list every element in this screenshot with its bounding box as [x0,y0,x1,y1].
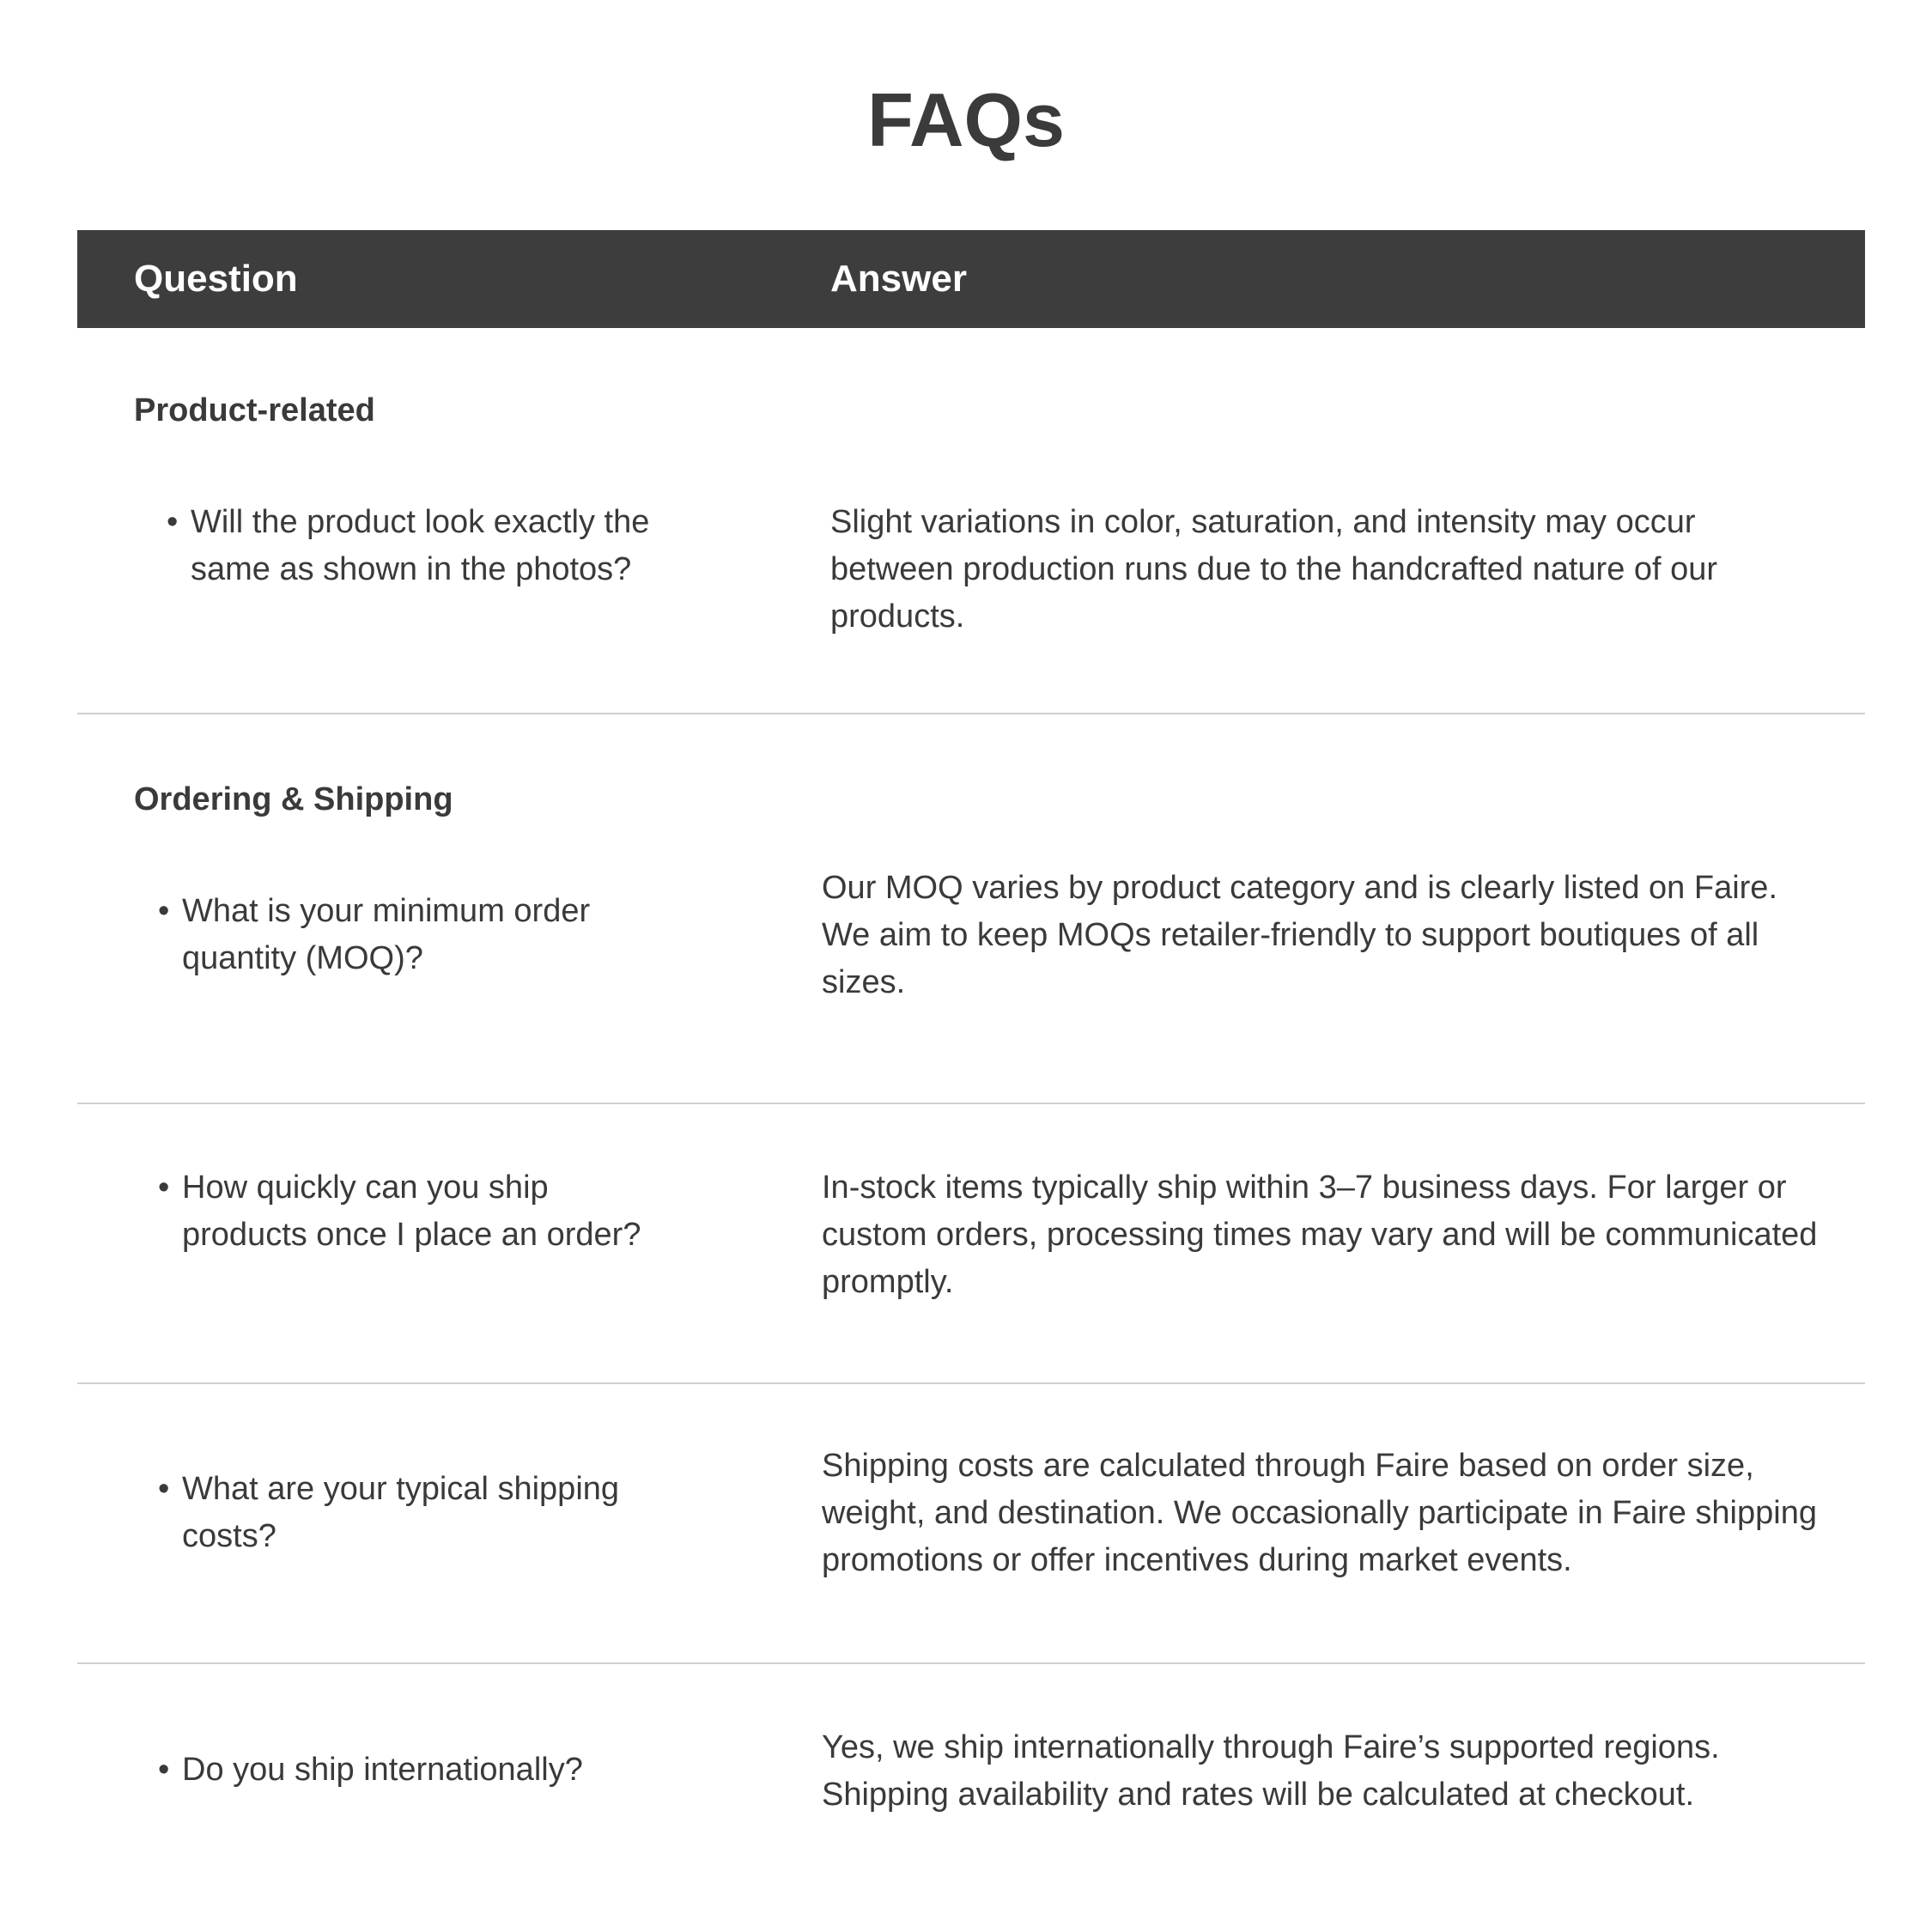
faq-question [158,888,663,982]
faq-answer: Our MOQ varies by product category and is clearly listed on Faire. We aim to keep MOQs retailer-friendly to support boutiques of all sizes. [822,870,1778,1000]
question-text: Do you ship internationally? [182,1752,583,1788]
question-text: How quickly can you ship products once I place an order? [182,1170,641,1253]
question-text: What is your minimum order quantity (MOQ)? [182,893,591,976]
faq-answer: Yes, we ship internationally through Faire’s supported regions. Shipping availability and rates will be calculated at checkout. [822,1729,1720,1813]
table-header [77,230,1865,328]
faq-row [77,1384,1865,1664]
faq-answer: Shipping costs are calculated through Faire based on order size, weight, and destination. We occasionally participate in Faire shipping promotions or offer incentives during market events. [822,1448,1817,1578]
column-header-answer: Answer [830,258,967,300]
faq-question [158,1747,663,1794]
category-label: Ordering & Shipping [134,781,453,817]
bullet-icon: • [158,893,170,929]
faq-row [77,1104,1865,1384]
faq-answer: Slight variations in color, saturation, and intensity may occur between production runs due to the handcrafted nature of our products. [830,504,1718,635]
bullet-icon: • [158,1752,170,1788]
faq-question [158,1164,663,1259]
faq-question [167,499,671,593]
faq-table [77,230,1865,1870]
faq-question [158,1466,663,1560]
column-header-question: Question [134,258,298,300]
page-title: FAQs [867,77,1065,162]
faq-section-ordering [77,714,1865,1104]
faq-row [77,1664,1865,1870]
category-label: Product-related [134,392,375,428]
bullet-icon: • [158,1471,170,1507]
faq-section-product [77,328,1865,714]
faq-answer: In-stock items typically ship within 3–7 business days. For larger or custom orders, processing times may vary and will be communicated promptly. [822,1170,1818,1300]
question-text: What are your typical shipping costs? [182,1471,620,1554]
bullet-icon: • [167,504,179,540]
bullet-icon: • [158,1170,170,1206]
question-text: Will the product look exactly the same as shown in the photos? [191,504,650,587]
